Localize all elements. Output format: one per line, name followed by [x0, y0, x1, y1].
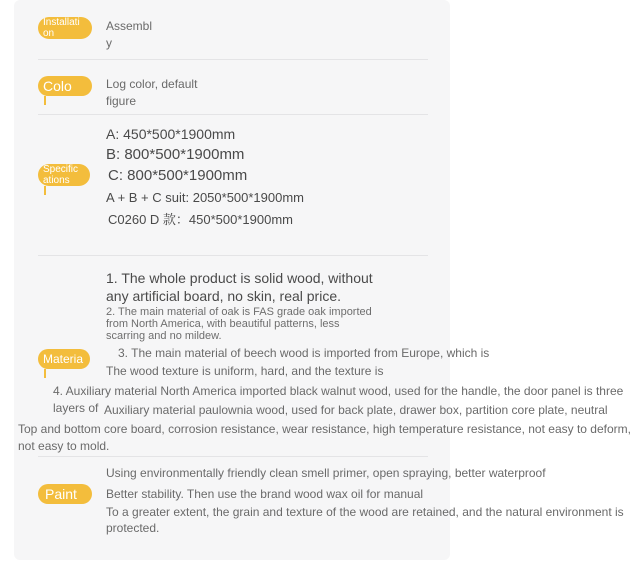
divider-2 — [38, 114, 428, 115]
installation-value-line2: y — [106, 36, 112, 50]
divider-1 — [38, 59, 428, 60]
material-point4-line1: 4. Auxiliary material North America imported black walnut wood, used for the handle, the door panel is three — [53, 384, 624, 398]
material-point3-line2: The wood texture is uniform, hard, and the texture is — [106, 364, 384, 378]
material-point3-line1: 3. The main material of beech wood is imported from Europe, which is — [118, 346, 490, 360]
spec-item-d: C0260 D 款：450*500*1900mm — [108, 212, 293, 227]
spec-item-b: B: 800*500*1900mm — [106, 146, 245, 163]
color-value-line1: Log color, default — [106, 77, 198, 91]
material-point4-line2b: Auxiliary material paulownia wood, used for back plate, drawer box, partition core plate, neutral — [104, 403, 608, 417]
specifications-tag: Specific ations — [38, 164, 90, 186]
spec-item-c: C: 800*500*1900mm — [108, 167, 248, 184]
material-point2-line2: from North America, with beautiful patterns, less — [106, 318, 340, 330]
material-point4-line3: Top and bottom core board, corrosion resistance, wear resistance, high temperature resistance, not easy to deform, — [18, 422, 631, 436]
specifications-tag-tick — [44, 186, 46, 195]
paint-line4: protected. — [106, 521, 160, 535]
paint-line2: Better stability. Then use the brand wood wax oil for manual — [106, 487, 424, 501]
material-point2-line3: scarring and no mildew. — [106, 330, 222, 342]
material-point1-line1: 1. The whole product is solid wood, without — [106, 270, 373, 286]
color-tag: Colo — [38, 76, 92, 96]
paint-line3: To a greater extent, the grain and texture of the wood are retained, and the natural environment is — [106, 505, 624, 519]
spec-item-a: A: 450*500*1900mm — [106, 126, 236, 142]
material-point2-line1: 2. The main material of oak is FAS grade oak imported — [106, 306, 372, 318]
color-tag-tick — [44, 96, 46, 105]
divider-3 — [38, 255, 428, 256]
material-point4-line2a: layers of — [53, 401, 99, 415]
divider-4 — [38, 456, 428, 457]
color-value-line2: figure — [106, 94, 137, 108]
installation-value-line1: Assembl — [106, 19, 153, 33]
paint-tag: Paint — [38, 484, 92, 504]
paint-line1: Using environmentally friendly clean smell primer, open spraying, better waterproof — [106, 466, 546, 480]
material-tag: Materia — [38, 349, 90, 369]
installation-tag: Installati on — [38, 17, 92, 39]
material-point4-line4: not easy to mold. — [18, 439, 110, 453]
material-tag-tick — [44, 369, 46, 378]
material-point1-line2: any artificial board, no skin, real price. — [106, 288, 341, 304]
spec-item-suit: A + B + C suit: 2050*500*1900mm — [106, 190, 305, 205]
